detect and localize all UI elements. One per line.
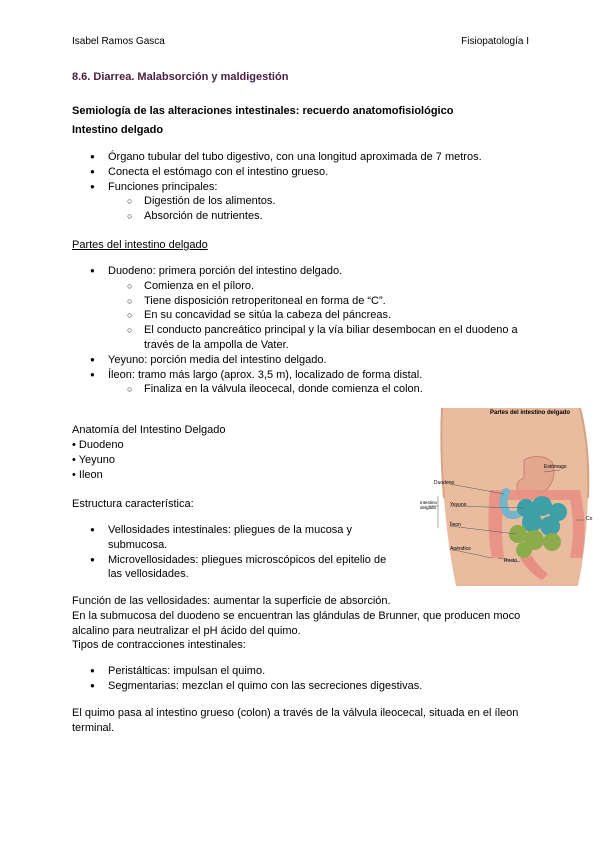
list-subitem: ○ El conducto pancreático principal y la vía biliar desembocan en el duodeno a través de la ampolla de Vater. bbox=[72, 323, 532, 353]
section-title: 8.6. Diarrea. Malabsorción y maldigestión bbox=[72, 71, 289, 83]
label-recto: Recto bbox=[504, 558, 518, 564]
anatomia-item: • Duodeno bbox=[72, 439, 124, 451]
anatomia-item: • Yeyuno bbox=[72, 454, 116, 466]
intro-list bbox=[72, 150, 532, 224]
list-item-ileon: ● Íleon: tramo más largo (aprox. 3,5 m), localizado de forma distal. bbox=[72, 368, 532, 383]
estructura-list bbox=[72, 523, 394, 582]
list-subitem: ○ En su concavidad se sitúa la cabeza del páncreas. bbox=[72, 308, 532, 323]
anatomia-heading: Anatomía del Intestino Delgado bbox=[72, 424, 226, 436]
list-subitem: ○ Tiene disposición retroperitoneal en forma de “C”. bbox=[72, 294, 532, 309]
paragraph-brunner: En la submucosa del duodeno se encuentran las glándulas de Brunner, que producen moco alcalino para neutralizar el pH ácido del quimo. bbox=[72, 610, 521, 637]
estructura-heading: Estructura característica: bbox=[72, 498, 194, 510]
list-item-yeyuno: ● Yeyuno: porción media del intestino delgado. bbox=[72, 353, 532, 368]
partes-list bbox=[72, 264, 532, 397]
list-item: ● Microvellosidades: pliegues microscópicos del epitelio de las vellosidades. bbox=[72, 553, 394, 583]
list-item: ● Segmentarias: mezclan el quimo con las secreciones digestivas. bbox=[72, 679, 532, 694]
paragraph-funcion: Función de las vellosidades: aumentar la superficie de absorción. bbox=[72, 595, 391, 607]
label-estomago: Estómago bbox=[544, 464, 567, 470]
list-item: ● Peristálticas: impulsan el quimo. bbox=[72, 664, 532, 679]
anatomia-item: • Ileon bbox=[72, 469, 103, 481]
list-item: ● Conecta el estómago con el intestino grueso. bbox=[72, 165, 532, 180]
label-duodeno: Duodeno bbox=[434, 480, 455, 486]
list-subitem: ○ Comienza en el píloro. bbox=[72, 279, 532, 294]
list-item-duodeno: ● Duodeno: primera porción del intestino delgado. bbox=[72, 264, 532, 279]
figure-title: Partes del intestino delgado bbox=[490, 410, 571, 416]
label-yeyuno: Yeyuno bbox=[450, 502, 467, 508]
paragraph-tipos: Tipos de contracciones intestinales: bbox=[72, 639, 246, 651]
label-ileon: Íleon bbox=[450, 522, 461, 528]
semiologia-heading: Semiología de las alteraciones intestinales: recuerdo anatomofisiológico bbox=[72, 105, 454, 117]
list-item: ● Órgano tubular del tubo digestivo, con una longitud aproximada de 7 metros. bbox=[72, 150, 532, 165]
list-subitem: ○ Digestión de los alimentos. bbox=[72, 194, 532, 209]
label-intestino: Intestino delgado bbox=[420, 500, 438, 510]
partes-heading: Partes del intestino delgado bbox=[72, 239, 208, 251]
list-subitem: ○ Finaliza en la válvula ileocecal, donde comienza el colon. bbox=[72, 382, 532, 397]
intestino-heading: Intestino delgado bbox=[72, 124, 164, 136]
list-item: ● Vellosidades intestinales: pliegues de la mucosa y submucosa. bbox=[72, 523, 394, 553]
paragraph-final: El quimo pasa al intestino grueso (colon) a través de la válvula ileocecal, situada en el íleon terminal. bbox=[72, 707, 519, 734]
contracciones-list bbox=[72, 664, 532, 694]
intestine-figure bbox=[420, 408, 595, 586]
list-item: ● Funciones principales: bbox=[72, 180, 532, 195]
list-subitem: ○ Absorción de nutrientes. bbox=[72, 209, 532, 224]
label-colon: Co bbox=[586, 516, 593, 522]
header-author: Isabel Ramos Gasca bbox=[72, 36, 165, 47]
label-apendice: Apéndice bbox=[450, 546, 471, 552]
header-course: Fisiopatología I bbox=[461, 36, 529, 47]
